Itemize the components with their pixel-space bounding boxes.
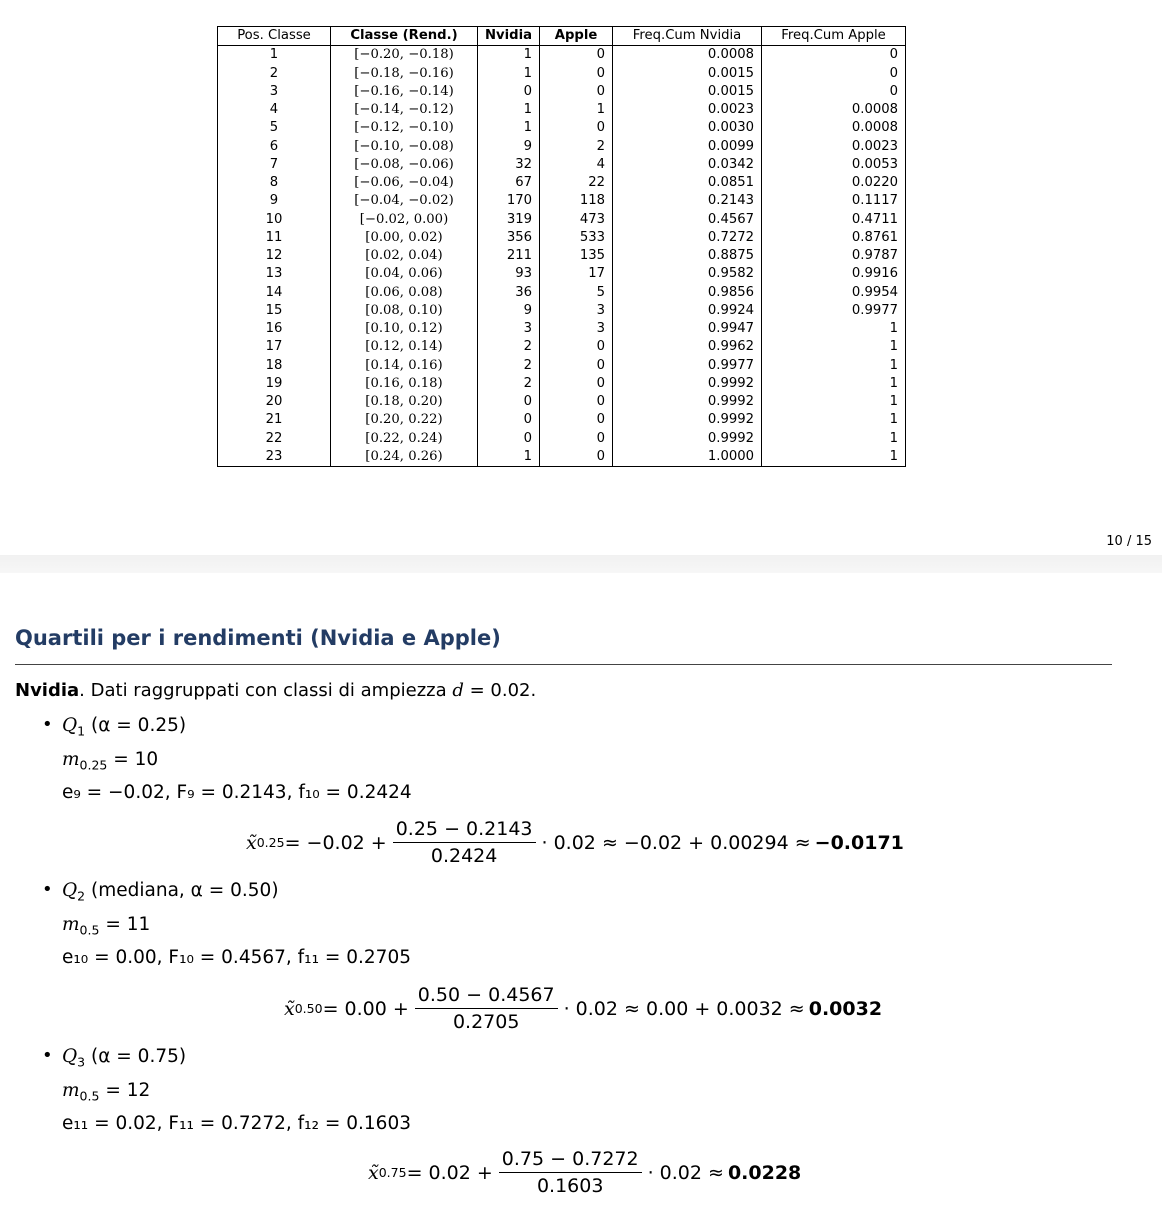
cell-freqcum-apple: 1 <box>762 448 906 467</box>
cell-classe: [0.18, 0.20) <box>331 393 478 411</box>
cell-nvidia: 1 <box>478 448 540 467</box>
cell-nvidia: 2 <box>478 375 540 393</box>
q3-x-sub: 0.75 <box>378 1165 407 1180</box>
cell-pos: 7 <box>218 156 331 174</box>
cell-nvidia: 2 <box>478 338 540 356</box>
cell-nvidia: 0 <box>478 411 540 429</box>
cell-classe: [0.02, 0.04) <box>331 247 478 265</box>
cell-classe: [−0.20, −0.18) <box>331 46 478 65</box>
cell-classe: [−0.14, −0.12) <box>331 101 478 119</box>
cell-classe: [0.06, 0.08) <box>331 284 478 302</box>
cell-classe: [0.24, 0.26) <box>331 448 478 467</box>
q3-x-symbol: x̃ <box>368 1161 379 1184</box>
cell-apple: 2 <box>540 138 613 156</box>
table-row <box>218 83 906 101</box>
cell-pos: 3 <box>218 83 331 101</box>
q1-rhs: · 0.02 ≈ −0.02 + 0.00294 ≈ <box>541 831 811 854</box>
cell-pos: 22 <box>218 430 331 448</box>
header-apple: Apple <box>540 27 613 46</box>
q1-num: 0.25 − 0.2143 <box>393 818 536 843</box>
cell-nvidia: 3 <box>478 320 540 338</box>
cell-nvidia: 211 <box>478 247 540 265</box>
cell-apple: 0 <box>540 448 613 467</box>
cell-apple: 0 <box>540 46 613 65</box>
cell-freqcum-nvidia: 0.0099 <box>613 138 762 156</box>
header-pos-classe: Pos. Classe <box>218 27 331 46</box>
q2-x-sub: 0.50 <box>294 1001 323 1016</box>
table-row <box>218 393 906 411</box>
q2-m-symbol: m <box>62 913 80 935</box>
table-row <box>218 338 906 356</box>
cell-freqcum-nvidia: 0.9992 <box>613 375 762 393</box>
cell-freqcum-nvidia: 0.0015 <box>613 65 762 83</box>
cell-pos: 14 <box>218 284 331 302</box>
cell-pos: 23 <box>218 448 331 467</box>
q1-block <box>42 712 412 807</box>
cell-freqcum-apple: 0.9977 <box>762 302 906 320</box>
cell-freqcum-nvidia: 0.9977 <box>613 357 762 375</box>
cell-pos: 8 <box>218 174 331 192</box>
q1-label: Q <box>62 715 78 736</box>
cell-classe: [0.00, 0.02) <box>331 229 478 247</box>
cell-freqcum-apple: 1 <box>762 430 906 448</box>
cell-freqcum-apple: 0.9787 <box>762 247 906 265</box>
q1-x-symbol: x̃ <box>246 831 257 854</box>
cell-freqcum-nvidia: 0.9582 <box>613 265 762 283</box>
cell-freqcum-nvidia: 0.8875 <box>613 247 762 265</box>
bullet-icon: • <box>42 879 53 900</box>
cell-freqcum-nvidia: 0.0342 <box>613 156 762 174</box>
cell-freqcum-nvidia: 0.9947 <box>613 320 762 338</box>
q2-formula <box>284 984 882 1033</box>
q3-fraction <box>499 1148 642 1197</box>
q1-den: 0.2424 <box>430 845 498 867</box>
cell-freqcum-nvidia: 0.0008 <box>613 46 762 65</box>
cell-nvidia: 356 <box>478 229 540 247</box>
cell-apple: 0 <box>540 338 613 356</box>
cell-freqcum-apple: 0.9916 <box>762 265 906 283</box>
table-row <box>218 247 906 265</box>
cell-pos: 13 <box>218 265 331 283</box>
cell-apple: 0 <box>540 65 613 83</box>
cell-apple: 0 <box>540 393 613 411</box>
cell-nvidia: 0 <box>478 393 540 411</box>
cell-freqcum-nvidia: 0.9992 <box>613 411 762 429</box>
q2-label: Q <box>62 880 78 901</box>
q3-lhs: = 0.02 + <box>406 1161 493 1184</box>
q2-sub: 2 <box>77 888 86 904</box>
cell-freqcum-nvidia: 0.7272 <box>613 229 762 247</box>
table-row <box>218 302 906 320</box>
cell-nvidia: 9 <box>478 302 540 320</box>
cell-freqcum-apple: 0 <box>762 46 906 65</box>
q3-num: 0.75 − 0.7272 <box>499 1148 642 1173</box>
cell-classe: [−0.02, 0.00) <box>331 211 478 229</box>
slide-title: Quartili per i rendimenti (Nvidia e Apple) <box>15 626 501 650</box>
cell-classe: [0.22, 0.24) <box>331 430 478 448</box>
cell-nvidia: 0 <box>478 430 540 448</box>
cell-freqcum-apple: 0.0008 <box>762 119 906 137</box>
q3-m-sub: 0.5 <box>79 1088 100 1104</box>
cell-apple: 3 <box>540 302 613 320</box>
table-row <box>218 320 906 338</box>
frequency-table <box>217 26 906 467</box>
cell-nvidia: 36 <box>478 284 540 302</box>
table-row <box>218 265 906 283</box>
cell-freqcum-nvidia: 0.2143 <box>613 192 762 210</box>
q1-formula <box>246 818 904 867</box>
cell-pos: 9 <box>218 192 331 210</box>
cell-freqcum-nvidia: 0.0023 <box>613 101 762 119</box>
q1-m-symbol: m <box>62 748 80 770</box>
q2-fraction <box>415 984 558 1033</box>
table-row <box>218 174 906 192</box>
cell-pos: 17 <box>218 338 331 356</box>
cell-classe: [−0.08, −0.06) <box>331 156 478 174</box>
cell-pos: 19 <box>218 375 331 393</box>
q1-fraction <box>393 818 536 867</box>
cell-freqcum-apple: 1 <box>762 375 906 393</box>
cell-pos: 4 <box>218 101 331 119</box>
bullet-icon: • <box>42 1045 53 1066</box>
intro-var: d <box>452 680 464 701</box>
q3-sub: 3 <box>77 1054 86 1070</box>
q3-param: (α = 0.75) <box>85 1046 187 1067</box>
cell-freqcum-nvidia: 0.9962 <box>613 338 762 356</box>
slide-top <box>0 0 1162 555</box>
table-row <box>218 357 906 375</box>
cell-classe: [0.14, 0.16) <box>331 357 478 375</box>
table-row <box>218 119 906 137</box>
q2-m-sub: 0.5 <box>79 922 100 938</box>
q2-param: (mediana, α = 0.50) <box>85 880 279 901</box>
q2-line3: e₁₀ = 0.00, F₁₀ = 0.4567, f₁₁ = 0.2705 <box>62 947 411 969</box>
header-freqcum-nvidia: Freq.Cum Nvidia <box>613 27 762 46</box>
q3-line3: e₁₁ = 0.02, F₁₁ = 0.7272, f₁₂ = 0.1603 <box>62 1113 411 1135</box>
page-number: 10 / 15 <box>1106 534 1152 549</box>
cell-pos: 6 <box>218 138 331 156</box>
q2-den: 0.2705 <box>452 1011 520 1033</box>
q2-m-val: = 11 <box>99 913 151 935</box>
cell-nvidia: 32 <box>478 156 540 174</box>
cell-nvidia: 0 <box>478 83 540 101</box>
cell-freqcum-apple: 0.0008 <box>762 101 906 119</box>
cell-apple: 17 <box>540 265 613 283</box>
q1-lhs: = −0.02 + <box>284 831 387 854</box>
cell-nvidia: 2 <box>478 357 540 375</box>
bullet-icon: • <box>42 714 53 735</box>
slide-separator <box>0 555 1162 573</box>
cell-pos: 11 <box>218 229 331 247</box>
q1-m-val: = 10 <box>107 748 159 770</box>
cell-freqcum-apple: 0.0023 <box>762 138 906 156</box>
header-nvidia: Nvidia <box>478 27 540 46</box>
cell-pos: 21 <box>218 411 331 429</box>
table-row <box>218 229 906 247</box>
cell-freqcum-apple: 0.0220 <box>762 174 906 192</box>
table-row <box>218 284 906 302</box>
title-rule <box>15 664 1112 665</box>
q3-m-symbol: m <box>62 1079 80 1101</box>
cell-apple: 533 <box>540 229 613 247</box>
cell-freqcum-apple: 0.0053 <box>762 156 906 174</box>
q2-num: 0.50 − 0.4567 <box>415 984 558 1009</box>
cell-classe: [−0.16, −0.14) <box>331 83 478 101</box>
table-row <box>218 430 906 448</box>
table-row <box>218 448 906 467</box>
cell-freqcum-nvidia: 1.0000 <box>613 448 762 467</box>
q1-line3: e₉ = −0.02, F₉ = 0.2143, f₁₀ = 0.2424 <box>62 782 412 804</box>
q2-lhs: = 0.00 + <box>322 997 409 1020</box>
cell-freqcum-apple: 0.4711 <box>762 211 906 229</box>
q2-x-symbol: x̃ <box>284 997 295 1020</box>
cell-freqcum-apple: 1 <box>762 411 906 429</box>
q2-rhs: · 0.02 ≈ 0.00 + 0.0032 ≈ <box>563 997 805 1020</box>
cell-nvidia: 93 <box>478 265 540 283</box>
cell-pos: 20 <box>218 393 331 411</box>
q3-formula <box>368 1148 801 1197</box>
cell-freqcum-apple: 1 <box>762 320 906 338</box>
cell-apple: 22 <box>540 174 613 192</box>
table-body <box>218 46 906 467</box>
cell-pos: 10 <box>218 211 331 229</box>
intro-text: . Dati raggruppati con classi di ampiezza <box>79 680 453 701</box>
q1-m-sub: 0.25 <box>79 757 108 773</box>
cell-nvidia: 67 <box>478 174 540 192</box>
cell-apple: 1 <box>540 101 613 119</box>
cell-apple: 473 <box>540 211 613 229</box>
table-row <box>218 192 906 210</box>
cell-nvidia: 1 <box>478 65 540 83</box>
q1-param: (α = 0.25) <box>85 715 187 736</box>
cell-classe: [0.04, 0.06) <box>331 265 478 283</box>
cell-nvidia: 1 <box>478 46 540 65</box>
cell-apple: 0 <box>540 411 613 429</box>
cell-classe: [−0.12, −0.10) <box>331 119 478 137</box>
cell-freqcum-apple: 0.8761 <box>762 229 906 247</box>
cell-freqcum-apple: 0 <box>762 83 906 101</box>
cell-pos: 16 <box>218 320 331 338</box>
cell-freqcum-apple: 0 <box>762 65 906 83</box>
intro-line <box>15 680 536 701</box>
table-row <box>218 65 906 83</box>
cell-pos: 12 <box>218 247 331 265</box>
table-row <box>218 138 906 156</box>
cell-freqcum-apple: 1 <box>762 338 906 356</box>
cell-classe: [−0.18, −0.16) <box>331 65 478 83</box>
cell-pos: 5 <box>218 119 331 137</box>
cell-freqcum-apple: 0.1117 <box>762 192 906 210</box>
q3-m-val: = 12 <box>99 1079 151 1101</box>
table-header-row <box>218 27 906 46</box>
cell-apple: 0 <box>540 375 613 393</box>
cell-freqcum-nvidia: 0.9856 <box>613 284 762 302</box>
table-row <box>218 375 906 393</box>
table-row <box>218 156 906 174</box>
cell-classe: [−0.04, −0.02) <box>331 192 478 210</box>
cell-classe: [−0.06, −0.04) <box>331 174 478 192</box>
cell-nvidia: 1 <box>478 101 540 119</box>
cell-nvidia: 319 <box>478 211 540 229</box>
cell-freqcum-apple: 0.9954 <box>762 284 906 302</box>
q3-den: 0.1603 <box>536 1175 604 1197</box>
cell-pos: 15 <box>218 302 331 320</box>
q3-block <box>42 1043 411 1138</box>
cell-freqcum-apple: 1 <box>762 357 906 375</box>
cell-nvidia: 9 <box>478 138 540 156</box>
cell-pos: 2 <box>218 65 331 83</box>
q2-block <box>42 877 411 972</box>
cell-apple: 4 <box>540 156 613 174</box>
header-freqcum-apple: Freq.Cum Apple <box>762 27 906 46</box>
cell-nvidia: 170 <box>478 192 540 210</box>
cell-freqcum-nvidia: 0.0851 <box>613 174 762 192</box>
cell-classe: [0.08, 0.10) <box>331 302 478 320</box>
cell-classe: [0.16, 0.18) <box>331 375 478 393</box>
cell-pos: 18 <box>218 357 331 375</box>
header-classe: Classe (Rend.) <box>331 27 478 46</box>
q3-label: Q <box>62 1046 78 1067</box>
cell-pos: 1 <box>218 46 331 65</box>
cell-apple: 3 <box>540 320 613 338</box>
q1-sub: 1 <box>77 723 86 739</box>
table-row <box>218 46 906 65</box>
cell-freqcum-nvidia: 0.9992 <box>613 393 762 411</box>
cell-freqcum-nvidia: 0.9992 <box>613 430 762 448</box>
cell-apple: 135 <box>540 247 613 265</box>
cell-nvidia: 1 <box>478 119 540 137</box>
cell-apple: 118 <box>540 192 613 210</box>
table-row <box>218 411 906 429</box>
intro-bold: Nvidia <box>15 680 80 701</box>
table-row <box>218 211 906 229</box>
q2-result: 0.0032 <box>808 997 883 1020</box>
cell-freqcum-apple: 1 <box>762 393 906 411</box>
cell-apple: 0 <box>540 119 613 137</box>
table-row <box>218 101 906 119</box>
cell-freqcum-nvidia: 0.4567 <box>613 211 762 229</box>
q1-result: −0.0171 <box>814 831 904 854</box>
cell-classe: [0.20, 0.22) <box>331 411 478 429</box>
q1-x-sub: 0.25 <box>256 835 285 850</box>
cell-freqcum-nvidia: 0.0015 <box>613 83 762 101</box>
cell-classe: [0.10, 0.12) <box>331 320 478 338</box>
cell-classe: [0.12, 0.14) <box>331 338 478 356</box>
q3-result: 0.0228 <box>727 1161 802 1184</box>
q3-rhs: · 0.02 ≈ <box>647 1161 724 1184</box>
cell-freqcum-nvidia: 0.9924 <box>613 302 762 320</box>
cell-apple: 0 <box>540 83 613 101</box>
cell-freqcum-nvidia: 0.0030 <box>613 119 762 137</box>
cell-apple: 5 <box>540 284 613 302</box>
cell-apple: 0 <box>540 357 613 375</box>
cell-classe: [−0.10, −0.08) <box>331 138 478 156</box>
cell-apple: 0 <box>540 430 613 448</box>
intro-value: = 0.02. <box>463 680 537 701</box>
